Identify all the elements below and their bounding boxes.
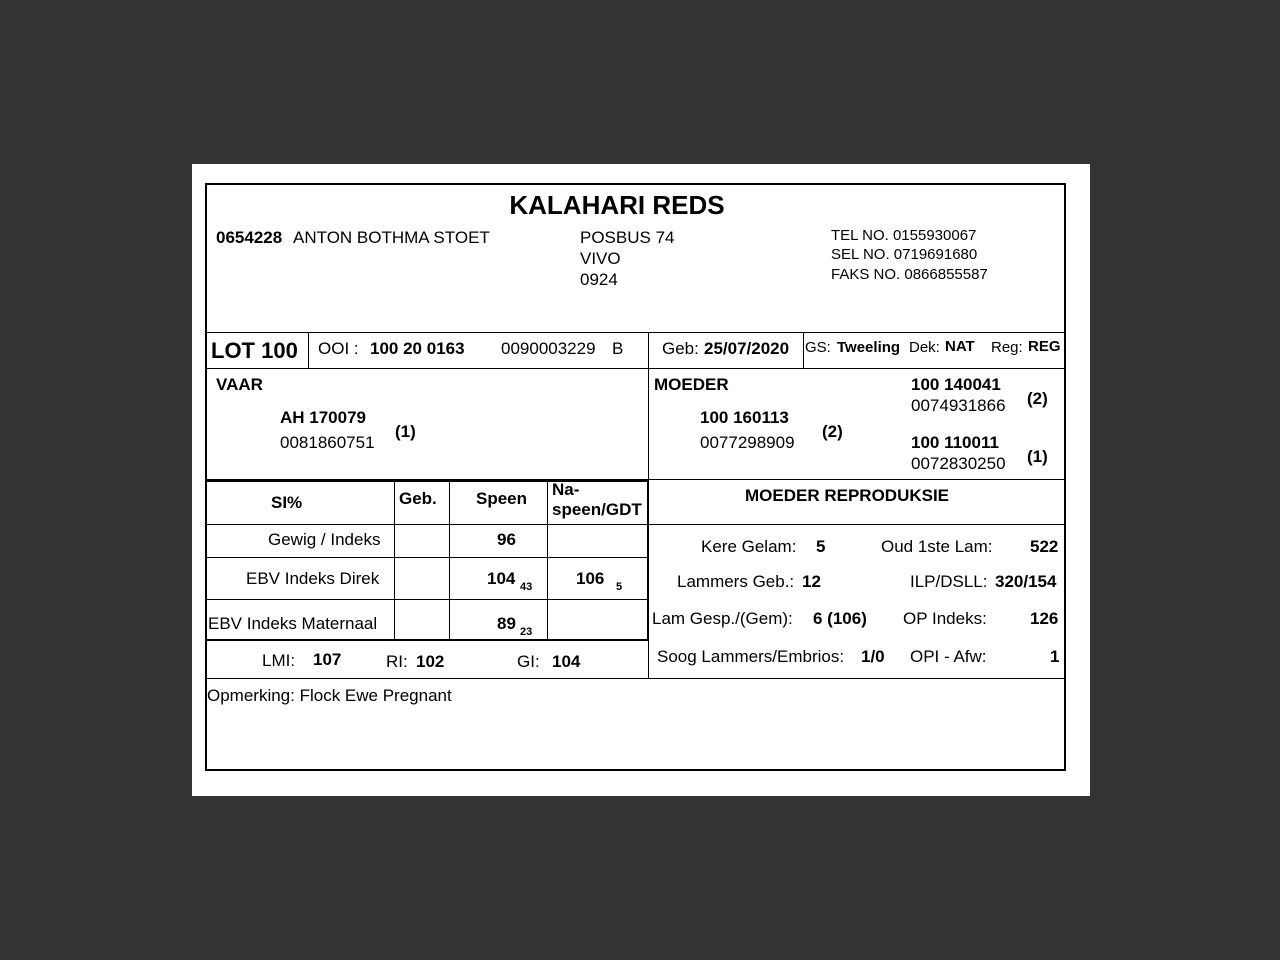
moeder-name: 100 160113 — [700, 408, 789, 427]
gs-value: Tweeling — [837, 339, 901, 356]
divider — [205, 678, 1066, 679]
oud-1ste-lam-value: 522 — [1030, 537, 1059, 556]
reg-value: REG — [1028, 338, 1061, 355]
gs-label: GS: — [805, 339, 831, 356]
speen-header: Speen — [476, 489, 528, 508]
tel-number: TEL NO. 0155930067 — [831, 227, 977, 244]
moeder-number: 0077298909 — [700, 433, 795, 452]
sel-number: SEL NO. 0719691680 — [831, 246, 978, 263]
opi-afw-value: 1 — [1050, 647, 1060, 666]
gi-value: 104 — [552, 652, 581, 671]
lot-label: LOT 100 — [211, 338, 298, 363]
table-cell-sub: 43 — [520, 581, 533, 593]
lam-gesp-value: 6 (106) — [813, 609, 867, 628]
table-cell-sub: 5 — [616, 581, 623, 593]
ooi-number: 100 20 0163 — [370, 339, 465, 358]
table-cell-sub: 23 — [520, 626, 533, 638]
ri-label: RI: — [386, 652, 408, 671]
si-table-frame — [205, 480, 648, 482]
lam-gesp-label: Lam Gesp./(Gem): — [652, 609, 793, 628]
divider — [205, 332, 1066, 333]
geb-header: Geb. — [399, 489, 437, 508]
reproduksie-title: MOEDER REPRODUKSIE — [745, 486, 950, 505]
ri-value: 102 — [416, 652, 445, 671]
si-table-frame — [205, 639, 648, 641]
table-row-label: Gewig / Indeks — [268, 530, 381, 549]
kere-gelam-label: Kere Gelam: — [701, 537, 797, 556]
divider — [308, 332, 309, 368]
divider — [205, 368, 1066, 369]
vaar-label: VAAR — [216, 375, 263, 394]
op-indeks-value: 126 — [1030, 609, 1059, 628]
ooi-id-suffix: B — [612, 339, 624, 358]
table-row-label: EBV Indeks Maternaal — [208, 614, 378, 633]
geb-value: 25/07/2020 — [704, 339, 790, 358]
breeder-name: ANTON BOTHMA STOET — [293, 228, 490, 247]
divider — [449, 480, 450, 639]
moeder-mark: (2) — [822, 422, 843, 441]
faks-number: FAKS NO. 0866855587 — [831, 266, 988, 283]
ilp-dsll-value: 320/154 — [995, 572, 1057, 591]
na-speen-header: speen/GDT — [552, 500, 642, 519]
divider — [205, 557, 648, 558]
moeder-label: MOEDER — [654, 375, 729, 394]
lammers-geb-label: Lammers Geb.: — [677, 572, 795, 591]
table-cell: 96 — [497, 530, 516, 549]
soog-lammers-label: Soog Lammers/Embrios: — [657, 647, 845, 666]
moeder-parent-name: 100 140041 — [911, 375, 1001, 394]
lmi-value: 107 — [313, 650, 342, 669]
ooi-label: OOI : — [318, 339, 359, 358]
vaar-name: AH 170079 — [280, 408, 367, 427]
oud-1ste-lam-label: Oud 1ste Lam: — [881, 537, 993, 556]
divider — [803, 332, 804, 368]
table-cell: 104 — [487, 569, 516, 588]
soog-lammers-value: 1/0 — [861, 647, 885, 666]
divider — [648, 332, 649, 678]
dek-value: NAT — [945, 338, 975, 355]
vaar-number: 0081860751 — [280, 433, 375, 452]
vaar-mark: (1) — [395, 422, 416, 441]
divider — [205, 524, 1066, 525]
divider — [394, 480, 395, 639]
table-row-label: EBV Indeks Direk — [246, 569, 380, 588]
geb-label: Geb: — [662, 339, 699, 358]
gi-label: GI: — [517, 652, 540, 671]
opmerking-text: Opmerking: Flock Ewe Pregnant — [207, 686, 452, 705]
page-title: KALAHARI REDS — [509, 190, 725, 220]
moeder-parent-mark: (2) — [1027, 389, 1048, 408]
moeder-parent-name: 100 110011 — [911, 433, 999, 452]
address-line: VIVO — [580, 249, 621, 268]
table-cell: 106 — [576, 569, 605, 588]
si-header: SI% — [271, 493, 303, 512]
lmi-label: LMI: — [262, 651, 296, 670]
moeder-parent-number: 0074931866 — [911, 396, 1006, 415]
breeder-number: 0654228 — [216, 228, 283, 247]
lammers-geb-value: 12 — [802, 572, 821, 591]
kere-gelam-value: 5 — [816, 537, 826, 556]
divider — [547, 480, 548, 639]
na-speen-header: Na- — [552, 480, 580, 499]
divider — [205, 599, 648, 600]
moeder-parent-mark: (1) — [1027, 447, 1048, 466]
reg-label: Reg: — [991, 339, 1023, 356]
address-line: 0924 — [580, 270, 618, 289]
address-line: POSBUS 74 — [580, 228, 675, 247]
ooi-id-number: 0090003229 — [501, 339, 596, 358]
moeder-parent-number: 0072830250 — [911, 454, 1006, 473]
opi-afw-label: OPI - Afw: — [910, 647, 987, 666]
ilp-dsll-label: ILP/DSLL: — [910, 572, 988, 591]
dek-label: Dek: — [909, 339, 940, 356]
table-cell: 89 — [497, 614, 516, 633]
op-indeks-label: OP Indeks: — [903, 609, 987, 628]
